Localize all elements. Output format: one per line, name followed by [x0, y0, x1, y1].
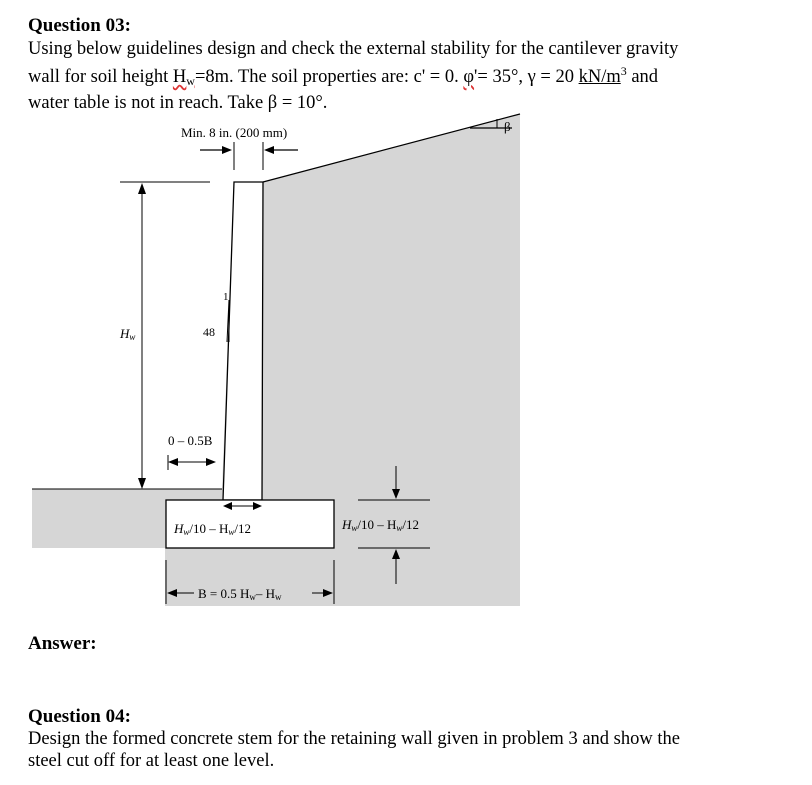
unit-kn: kN/m — [578, 67, 621, 87]
hw-label: Hw — [120, 326, 136, 342]
base-width-label: B = 0.5 Hw– Hw — [198, 586, 282, 602]
line-2-end: and — [626, 67, 659, 87]
question-4-line-2: steel cut off for at least one level. — [28, 751, 275, 771]
batter-label-1: 1 — [223, 291, 229, 303]
line-2-phi-value: '= 35°, γ = 20 — [474, 67, 579, 87]
question-4-title: Question 04: — [28, 706, 131, 727]
phi-symbol: φ — [463, 67, 475, 87]
toe-arrowhead-left — [168, 458, 178, 466]
stem-base-width-label: Hw/10 – Hw/12 — [174, 521, 252, 537]
line-2-start: wall for soil height — [28, 67, 173, 87]
line-2-middle: =8m. The soil properties are: c' = 0. — [194, 67, 464, 87]
question-3-title: Question 03: — [28, 15, 131, 36]
min-width-label: Min. 8 in. (200 mm) — [181, 125, 288, 140]
hw-arrowhead-bottom — [138, 478, 146, 489]
hw-arrowhead-top — [138, 183, 146, 194]
min-width-arrowhead-right — [264, 146, 274, 154]
question-4-text — [28, 728, 798, 772]
answer-label: Answer: — [28, 633, 97, 654]
base-thickness-label: Hw/10 – Hw/12 — [342, 517, 420, 533]
toe-width-label: 0 – 0.5B — [168, 433, 213, 448]
min-width-arrowhead-left — [222, 146, 232, 154]
hw-symbol: $H_w$ — [172, 67, 195, 88]
batter-label-48: 48 — [203, 325, 215, 339]
question-3-line-3: water table is not in reach. Take β = 10°. — [28, 93, 328, 113]
unit-exponent: 3 — [620, 64, 627, 78]
question-3-line-1: Using below guidelines design and check the external stability for the cantilever gravity — [28, 39, 679, 59]
question-4-line-1: Design the formed concrete stem for the retaining wall given in problem 3 and show the — [28, 729, 680, 749]
beta-label: β — [504, 119, 511, 134]
toe-arrowhead-right — [206, 458, 216, 466]
